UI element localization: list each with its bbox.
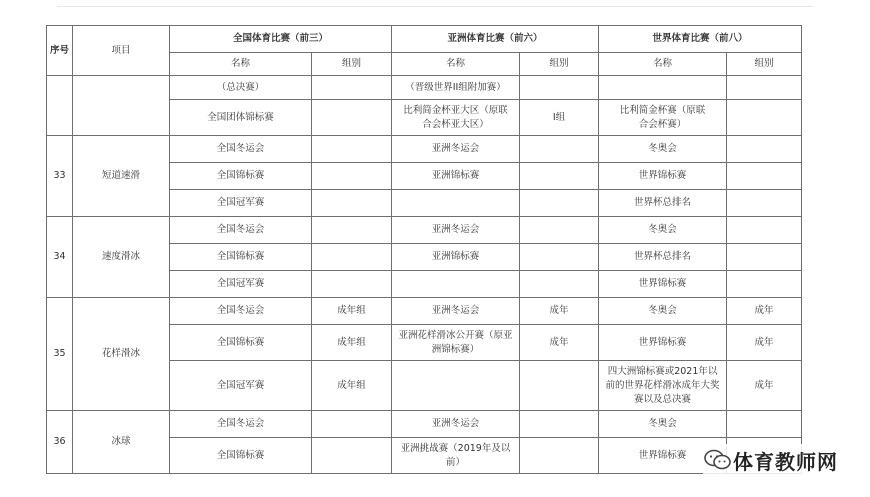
world-header: 世界体育比赛（前八） xyxy=(599,26,802,53)
national-group-cell: 成年组 xyxy=(312,361,392,411)
world-group-cell xyxy=(727,244,802,271)
seq-cell: 36 xyxy=(47,411,73,474)
asian-name-cell: 比利简金杯亚大区（原联合会杯亚大区） xyxy=(392,100,520,136)
table-row xyxy=(47,217,802,244)
item-cell: 速度滑冰 xyxy=(73,217,170,298)
asian-group-cell xyxy=(520,76,599,100)
national-group-cell xyxy=(312,411,392,438)
seq-cell: 33 xyxy=(47,136,73,217)
world-group-cell xyxy=(727,76,802,100)
national-group-cell xyxy=(312,438,392,474)
asian-group-cell: 成年 xyxy=(520,325,599,361)
sports-competition-table xyxy=(46,25,802,474)
asian-name-cell: （晋级世界II组附加赛） xyxy=(392,76,520,100)
world-name-cell: 冬奥会 xyxy=(599,217,727,244)
national-group-cell xyxy=(312,190,392,217)
asian-name-cell: 亚洲锦标赛 xyxy=(392,163,520,190)
asian-group-cell xyxy=(520,411,599,438)
seq-cell: 35 xyxy=(47,298,73,411)
world-name-cell: 世界杯总排名 xyxy=(599,190,727,217)
world-group-cell xyxy=(727,190,802,217)
national-name-cell: 全国团体锦标赛 xyxy=(170,100,312,136)
national-group-cell xyxy=(312,271,392,298)
national-group-cell: 成年组 xyxy=(312,325,392,361)
table-row xyxy=(47,136,802,163)
asian-group-cell xyxy=(520,361,599,411)
world-name-cell: 世界锦标赛 xyxy=(599,438,727,474)
asian-name-cell: 亚洲冬运会 xyxy=(392,217,520,244)
national-group-cell xyxy=(312,163,392,190)
asian-name-cell: 亚洲冬运会 xyxy=(392,136,520,163)
national-name-header: 名称 xyxy=(170,53,312,76)
national-group-cell: 成年组 xyxy=(312,298,392,325)
asian-group-cell xyxy=(520,136,599,163)
national-name-cell: 全国锦标赛 xyxy=(170,438,312,474)
asian-name-cell xyxy=(392,361,520,411)
world-name-cell xyxy=(599,76,727,100)
national-name-cell: 全国锦标赛 xyxy=(170,325,312,361)
seq-header: 序号 xyxy=(47,26,73,76)
world-group-cell xyxy=(727,100,802,136)
asian-name-header: 名称 xyxy=(392,53,520,76)
asian-group-header: 组别 xyxy=(520,53,599,76)
asian-name-cell xyxy=(392,190,520,217)
national-group-cell xyxy=(312,100,392,136)
national-group-header: 组别 xyxy=(312,53,392,76)
world-group-header: 组别 xyxy=(727,53,802,76)
world-group-cell xyxy=(727,163,802,190)
world-group-cell xyxy=(727,136,802,163)
world-name-cell: 世界锦标赛 xyxy=(599,271,727,298)
asian-group-cell xyxy=(520,244,599,271)
item-cell: 花样滑冰 xyxy=(73,298,170,411)
national-group-cell xyxy=(312,76,392,100)
watermark xyxy=(703,444,863,476)
asian-name-cell: 亚洲冬运会 xyxy=(392,298,520,325)
asian-name-cell: 亚洲花样滑冰公开赛（原亚洲锦标赛） xyxy=(392,325,520,361)
top-divider xyxy=(57,6,813,7)
world-group-cell: 成年 xyxy=(727,325,802,361)
world-name-cell: 四大洲锦标赛或2021年以前的世界花样滑冰成年大奖赛以及总决赛 xyxy=(599,361,727,411)
world-group-cell: 成年 xyxy=(727,361,802,411)
national-name-cell: 全国冬运会 xyxy=(170,136,312,163)
table-row xyxy=(47,76,802,100)
seq-cell: 34 xyxy=(47,217,73,298)
asian-group-cell xyxy=(520,190,599,217)
asian-group-cell xyxy=(520,271,599,298)
world-group-cell xyxy=(727,217,802,244)
table-row xyxy=(47,411,802,438)
asian-name-cell: 亚洲冬运会 xyxy=(392,411,520,438)
national-name-cell: 全国锦标赛 xyxy=(170,163,312,190)
item-cell xyxy=(73,76,170,136)
asian-name-cell: 亚洲锦标赛 xyxy=(392,244,520,271)
national-name-cell: 全国冬运会 xyxy=(170,411,312,438)
national-header: 全国体育比赛（前三） xyxy=(170,26,392,53)
national-name-cell: 全国冬运会 xyxy=(170,298,312,325)
asian-group-cell: 成年 xyxy=(520,298,599,325)
world-name-cell: 冬奥会 xyxy=(599,136,727,163)
national-group-cell xyxy=(312,244,392,271)
item-cell: 冰球 xyxy=(73,411,170,474)
wechat-icon xyxy=(703,449,733,471)
national-name-cell: 全国冠军赛 xyxy=(170,190,312,217)
world-name-cell: 比利简金杯赛（原联合会杯赛） xyxy=(599,100,727,136)
world-name-cell: 世界杯总排名 xyxy=(599,244,727,271)
national-name-cell: 全国冠军赛 xyxy=(170,271,312,298)
item-cell: 短道速滑 xyxy=(73,136,170,217)
asian-name-cell xyxy=(392,271,520,298)
asian-group-cell: I组 xyxy=(520,100,599,136)
asian-header: 亚洲体育比赛（前六） xyxy=(392,26,599,53)
world-name-cell: 冬奥会 xyxy=(599,298,727,325)
asian-name-cell: 亚洲挑战赛（2019年及以前） xyxy=(392,438,520,474)
asian-group-cell xyxy=(520,163,599,190)
world-name-cell: 世界锦标赛 xyxy=(599,325,727,361)
world-group-cell xyxy=(727,271,802,298)
world-name-cell: 世界锦标赛 xyxy=(599,163,727,190)
national-name-cell: 全国冬运会 xyxy=(170,217,312,244)
national-group-cell xyxy=(312,136,392,163)
seq-cell xyxy=(47,76,73,136)
national-name-cell: （总决赛） xyxy=(170,76,312,100)
world-group-cell xyxy=(727,411,802,438)
item-header: 项目 xyxy=(73,26,170,76)
table-row xyxy=(47,298,802,325)
asian-group-cell xyxy=(520,217,599,244)
national-group-cell xyxy=(312,217,392,244)
national-name-cell: 全国冠军赛 xyxy=(170,361,312,411)
watermark-text: 体育教师网 xyxy=(733,449,838,474)
world-name-header: 名称 xyxy=(599,53,727,76)
asian-group-cell xyxy=(520,438,599,474)
national-name-cell: 全国锦标赛 xyxy=(170,244,312,271)
header-row-1 xyxy=(47,26,802,53)
world-name-cell: 冬奥会 xyxy=(599,411,727,438)
world-group-cell: 成年 xyxy=(727,298,802,325)
